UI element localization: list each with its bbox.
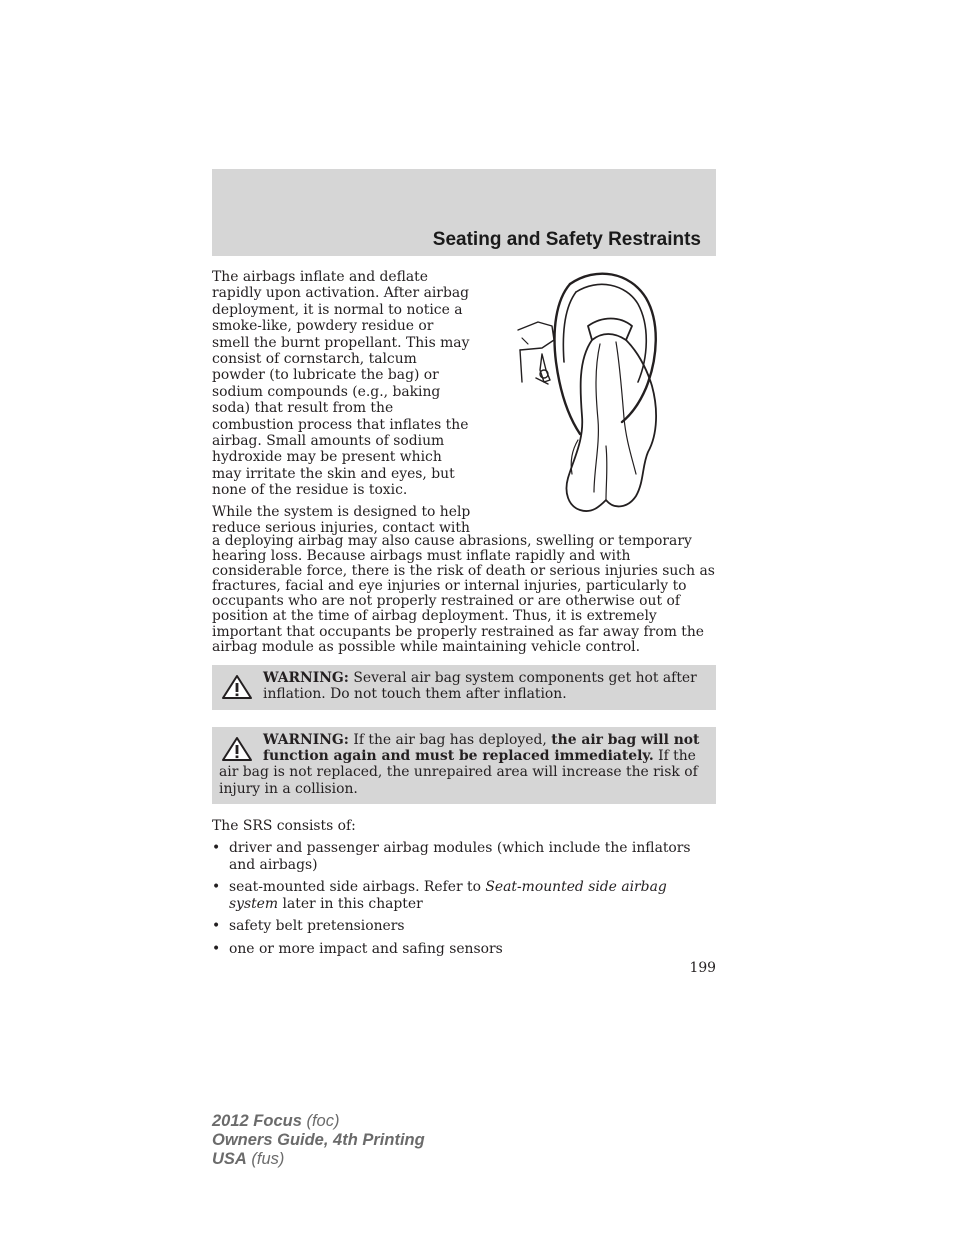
bullet-dot: •: [212, 940, 221, 957]
warning-triangle-icon: [221, 674, 253, 700]
section-header-band: [212, 169, 716, 256]
bullet-dot: •: [212, 879, 221, 896]
footer-line-guide: [212, 1131, 425, 1150]
warning-body-bold: the air bag will not function again and must be replaced immediately.: [263, 732, 700, 765]
list-item-text: one or more impact and safing sensors: [229, 940, 503, 957]
list-item: [212, 941, 720, 958]
list-item-text: seat-mounted side airbags. Refer to: [229, 879, 486, 896]
list-item: [212, 879, 720, 912]
warning-label: WARNING:: [263, 670, 349, 686]
list-item-text: safety belt pretensioners: [229, 918, 405, 935]
paragraph-injury-risk-continued: a deploying airbag may also cause abrasions, swelling or temporary hearing loss. Because airbags must inflate rapidly and with considerable force, there is the risk of death or serious injuries such as fractures, facial and eye injuries or internal injuries, particularly to occupants who are not properly restrained or are otherwise out of position at the time of airbag deployment. Thus, it is extremely important that occupants be properly restrained as far away from the airbag module as possible while maintaining vehicle control.: [212, 533, 715, 655]
list-item-text-after: later in this chapter: [278, 895, 423, 912]
warning-label: WARNING:: [263, 732, 349, 748]
footer-edition-info: [212, 1112, 425, 1169]
warning-body-b: If the air bag is not replaced, the unrepaired area will increase the risk of injury in a collision.: [219, 748, 698, 797]
footer-model-code: (foc): [301, 1112, 340, 1130]
footer-guide: Owners Guide, 4th Printing: [212, 1131, 425, 1149]
section-title: Seating and Safety Restraints: [432, 229, 701, 250]
footer-model: 2012 Focus: [212, 1112, 302, 1130]
warning-body: Several air bag system components get hot after inflation. Do not touch them after inflation.: [263, 670, 697, 703]
page-number: 199: [689, 960, 716, 976]
srs-component-list: [212, 840, 720, 964]
list-item-text: driver and passenger airbag modules (which include the inflators and airbags): [229, 840, 691, 873]
paragraph-injury-risk-start: While the system is designed to help reduce serious injuries, contact with: [212, 504, 471, 537]
cross-reference: Seat-mounted side airbag system: [229, 879, 667, 912]
warning-box-replace-airbag: [212, 727, 716, 804]
paragraph-airbag-residue: The airbags inflate and deflate rapidly upon activation. After airbag deployment, it is normal to notice a smoke-like, powdery residue or smell the burnt propellant. This may consist of cornstarch, talcum powder (to lubricate the bag) or sodium compounds (e.g., baking soda) that result from the combustion process that inflates the airbag. Small amounts of sodium hydroxide may be present which may irritate the skin and eyes, but none of the residue is toxic.: [212, 269, 470, 499]
warning-text-replace-airbag: [219, 732, 706, 797]
list-item: [212, 840, 720, 873]
warning-body-a: If the air bag has deployed,: [348, 732, 552, 748]
srs-intro: The SRS consists of:: [212, 818, 356, 834]
warning-triangle-icon: [221, 736, 253, 762]
list-item: [212, 918, 720, 935]
bullet-dot: •: [212, 840, 221, 856]
airbag-deployed-steering-wheel-illustration: [508, 270, 664, 516]
bullet-dot: •: [212, 918, 221, 935]
footer-line-model: [212, 1112, 425, 1131]
warning-text-hot-components: [219, 670, 706, 702]
footer-line-market: [212, 1150, 425, 1169]
warning-box-hot-components: [212, 665, 716, 710]
footer-market-code: (fus): [246, 1150, 285, 1168]
footer-market: USA: [212, 1150, 247, 1168]
